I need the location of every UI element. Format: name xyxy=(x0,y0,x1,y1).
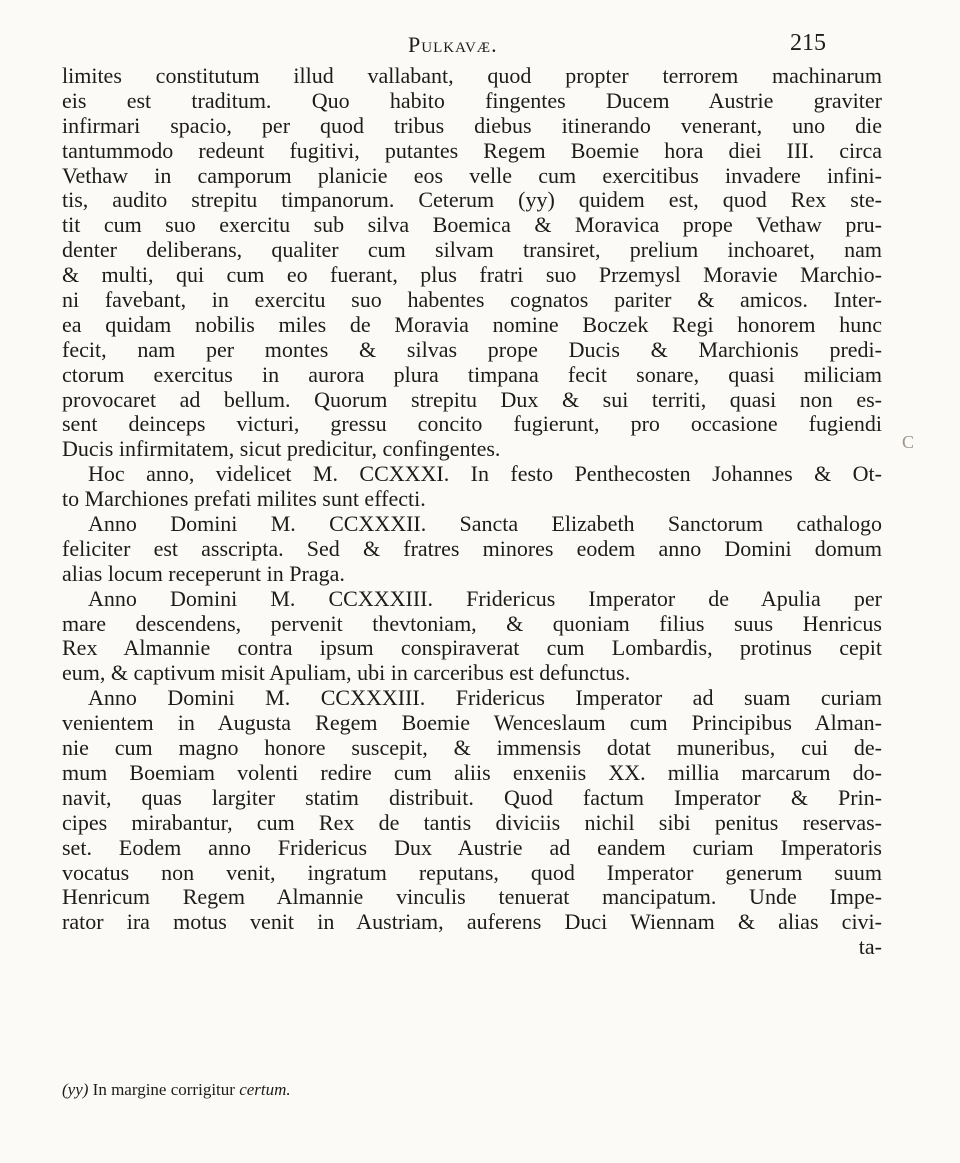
text-line: vocatus non venit, ingratum reputans, quod Imperator generum suum xyxy=(62,859,882,885)
footnote-mark: (yy) xyxy=(62,1080,89,1099)
text-line: feliciter est asscripta. Sed & fratres minores eodem anno Domini domum xyxy=(62,535,882,561)
text-line: ea quidam nobilis miles de Moravia nomine Boczek Regi honorem hunc xyxy=(62,311,882,337)
text-line: Henricum Regem Almannie vinculis tenuerat mancipatum. Unde Impe- xyxy=(62,884,882,910)
text-line: provocaret ad bellum. Quorum strepitu Dux & sui territi, quasi non es- xyxy=(62,386,882,412)
text-line: Anno Domini M. CCXXXIII. Fridericus Imperator de Apulia per xyxy=(88,585,882,611)
text-line: ctorum exercitus in aurora plura timpana fecit sonare, quasi miliciam xyxy=(62,361,882,387)
page-number: 215 xyxy=(790,30,826,56)
text-line: Anno Domini M. CCXXXII. Sancta Elizabeth Sanctorum cathalogo xyxy=(88,511,882,537)
margin-mark: C xyxy=(902,432,915,452)
footnote xyxy=(62,1080,291,1100)
text-line: alias locum receperunt in Praga. xyxy=(62,560,345,586)
text-line: tantummodo redeunt fugitivi, putantes Regem Boemie hora diei III. circa xyxy=(62,137,882,163)
text-line: tit cum suo exercitu sub silva Boemica & Moravica prope Vethaw pru- xyxy=(62,212,882,238)
body-text xyxy=(62,64,882,960)
text-line: & multi, qui cum eo fuerant, plus fratri suo Przemysl Moravie Marchio- xyxy=(62,262,882,288)
text-line: eum, & captivum misit Apuliam, ubi in carceribus est defunctus. xyxy=(62,660,631,686)
running-head: Pulkavæ. xyxy=(408,32,498,57)
text-line: Ducis infirmitatem, sicut predicitur, confingentes. xyxy=(62,436,501,462)
text-line: cipes mirabantur, cum Rex de tantis diviciis nichil sibi penitus reservas- xyxy=(62,809,882,835)
page-header xyxy=(0,30,960,64)
text-line: ni favebant, in exercitu suo habentes cognatos pariter & amicos. Inter- xyxy=(62,287,882,313)
text-line: infirmari spacio, per quod tribus diebus itinerando venerant, uno die xyxy=(62,112,882,138)
text-line: to Marchiones prefati milites sunt effecti. xyxy=(62,486,426,512)
text-line: limites constitutum illud vallabant, quod propter terrorem machinarum xyxy=(62,63,882,88)
text-line: denter deliberans, qualiter cum silvam transiret, prelium inchoaret, nam xyxy=(62,237,882,263)
text-line: navit, quas largiter statim distribuit. Quod factum Imperator & Prin- xyxy=(62,784,882,810)
text-line: venientem in Augusta Regem Boemie Wenceslaum cum Principibus Alman- xyxy=(62,710,882,736)
text-line: fecit, nam per montes & silvas prope Ducis & Marchionis predi- xyxy=(62,336,882,362)
footnote-text: In margine corrigitur xyxy=(92,1080,235,1099)
text-line: Rex Almannie contra ipsum conspiraverat cum Lombardis, protinus cepit xyxy=(62,635,882,661)
text-line: nie cum magno honore suscepit, & immensis dotat muneribus, cui de- xyxy=(62,735,882,761)
text-line: Vethaw in camporum planicie eos velle cum exercitibus invadere infini- xyxy=(62,162,882,188)
text-line: rator ira motus venit in Austriam, auferens Duci Wiennam & alias civi- xyxy=(62,909,882,935)
catchword: ta- xyxy=(858,934,882,960)
text-line: set. Eodem anno Fridericus Dux Austrie ad eandem curiam Imperatoris xyxy=(62,834,882,860)
text-line: tis, audito strepitu timpanorum. Ceterum (yy) quidem est, quod Rex ste- xyxy=(62,187,882,213)
text-line: sent deinceps victuri, gressu concito fugierunt, pro occasione fugiendi xyxy=(62,411,882,437)
footnote-italic-word: certum. xyxy=(239,1080,291,1099)
text-line: mum Boemiam volenti redire cum aliis enxeniis XX. millia marcarum do- xyxy=(62,759,882,785)
text-line: Anno Domini M. CCXXXIII. Fridericus Imperator ad suam curiam xyxy=(88,685,882,711)
text-line: eis est traditum. Quo habito fingentes Ducem Austrie graviter xyxy=(62,87,882,113)
text-line: mare descendens, pervenit thevtoniam, & quoniam filius suus Henricus xyxy=(62,610,882,636)
text-line: Hoc anno, videlicet M. CCXXXI. In festo Penthecosten Johannes & Ot- xyxy=(88,461,882,487)
